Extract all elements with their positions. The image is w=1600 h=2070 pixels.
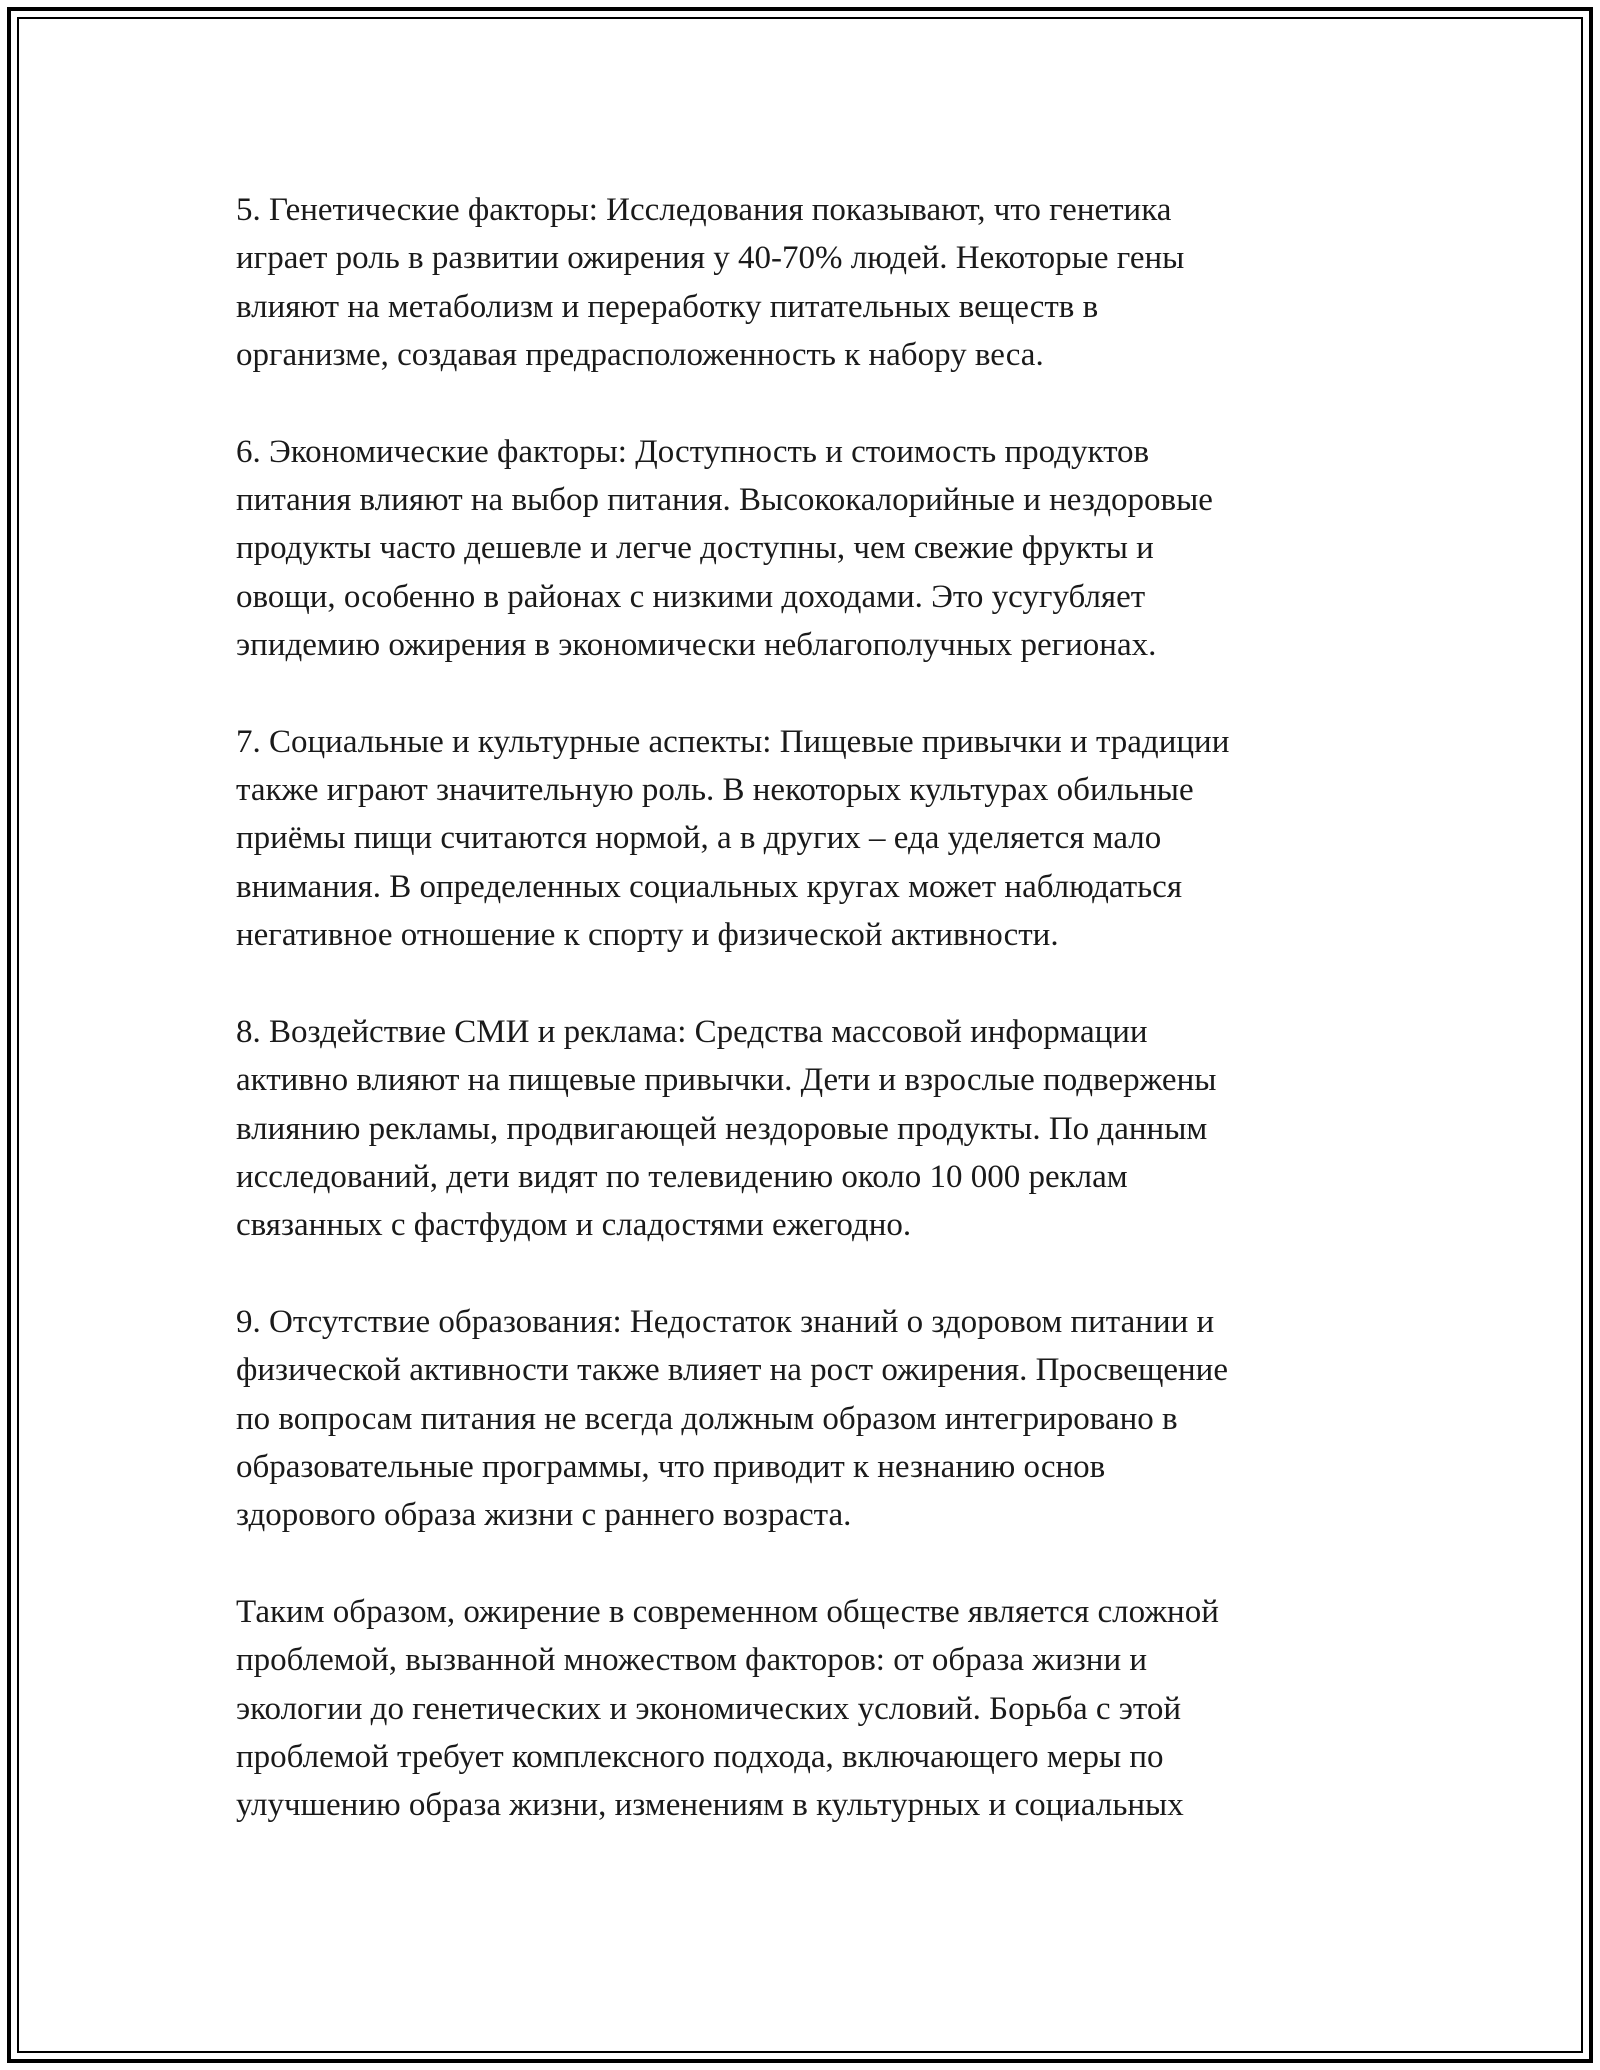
paragraph-social-cultural-aspects: 7. Социальные и культурные аспекты: Пищевые привычки и традиции также играют значительную роль. В некоторых культурах обильные приёмы пищи считаются нормой, а в других – еда уделяется мало внимания. В определенных социальных кругах может наблюдаться негативное отношение к спорту и физической активности. (236, 723, 1230, 954)
paragraph-lack-of-education: 9. Отсутствие образования: Недостаток знаний о здоровом питании и физической активности также влияет на рост ожирения. Просвещение по вопросам питания не всегда должным образом интегрировано в образовательные программы, что приводит к незнанию основ здорового образа жизни с раннего возраста. (236, 1303, 1228, 1534)
paragraph-economic-factors: 6. Экономические факторы: Доступность и стоимость продуктов питания влияют на выбор питания. Высококалорийные и нездоровые продукты часто дешевле и легче доступны, чем свежие фрукты и овощи, особенно в районах с низкими доходами. Это усугубляет эпидемию ожирения в экономически неблагополучных регионах. (236, 433, 1213, 664)
paragraph-media-advertising: 8. Воздействие СМИ и реклама: Средства массовой информации активно влияют на пищевые привычки. Дети и взрослые подвержены влиянию рекламы, продвигающей нездоровые продукты. По данным исследований, дети видят по телевидению около 10 000 реклам связанных с фастфудом и сладостями ежегодно. (236, 1013, 1217, 1244)
paragraph-conclusion: Таким образом, ожирение в современном обществе является сложной проблемой, вызванной множеством факторов: от образа жизни и экологии до генетических и экономических условий. Борьба с этой проблемой требует комплексного подхода, включающего меры по улучшению образа жизни, изменениям в культурных и социальных (236, 1593, 1219, 1824)
paragraph-genetic-factors: 5. Генетические факторы: Исследования показывают, что генетика играет роль в развитии ожирения у 40-70% людей. Некоторые гены влияют на метаболизм и переработку питательных веществ в организме, создавая предрасположенность к набору веса. (236, 192, 1185, 374)
document-body (236, 186, 1376, 1878)
